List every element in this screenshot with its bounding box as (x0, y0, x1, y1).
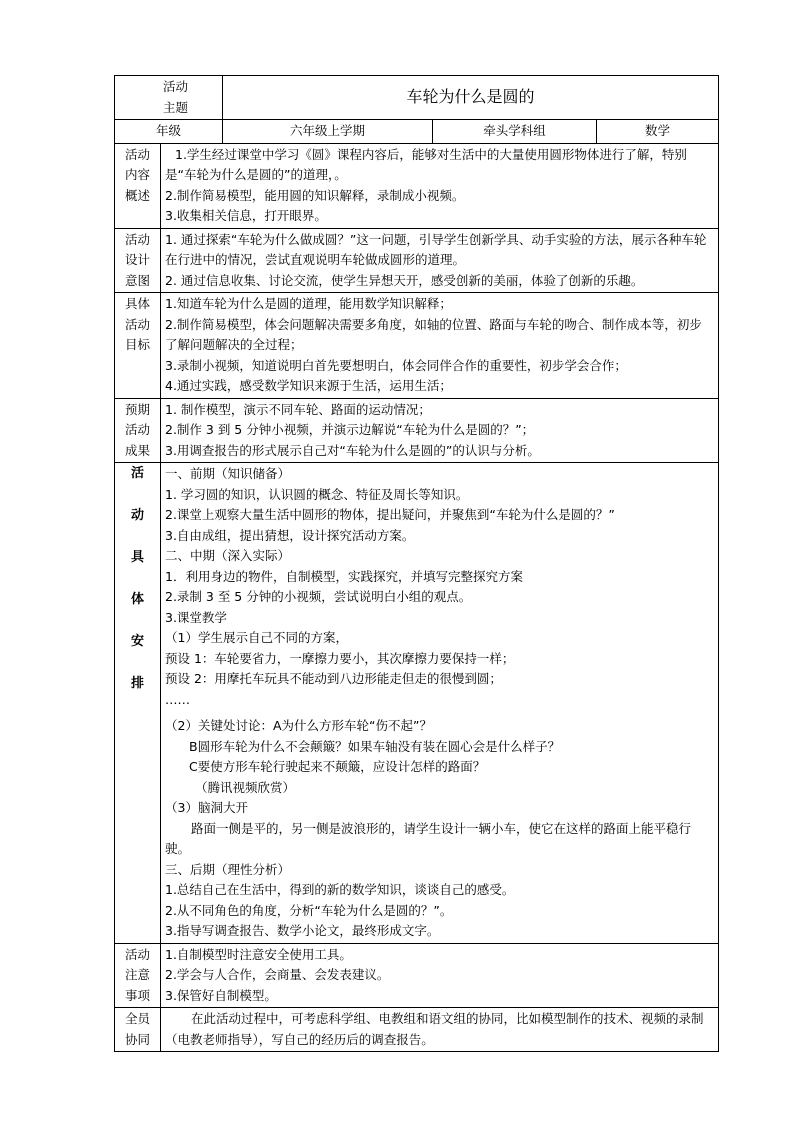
activity-plan-table (114, 75, 719, 1052)
results-line: 2.制作 3 到 5 分钟小视频，并演示边解说“车轮为什么是圆的？”； (165, 422, 535, 437)
arrangement-row (115, 463, 719, 944)
arrangement-content (161, 463, 719, 944)
arrangement-line: （腾讯视频欣赏） (195, 779, 296, 795)
collab-row (115, 1008, 719, 1052)
grade-value: 六年级上学期 (223, 120, 433, 144)
arrangement-line: C要使方形车轮行驶起来不颠簸，应设计怎样的路面？ (189, 759, 486, 774)
activity-title: 车轮为什么是圆的 (223, 76, 719, 120)
collab-label (115, 1008, 161, 1052)
results-row (115, 398, 719, 463)
title-row (115, 76, 719, 120)
topic-label-line2: 主题 (163, 99, 189, 115)
label-line: 活动 (124, 422, 150, 437)
arrangement-line: …… (165, 691, 190, 707)
arrangement-line: 3.自由成组，提出猜想，设计探究活动方案。 (165, 527, 415, 543)
label-char: 排 (130, 676, 144, 691)
arrangement-line: 3.课堂教学 (165, 609, 227, 625)
label-line: 活动 (124, 231, 150, 247)
label-line: 意图 (124, 272, 150, 288)
notes-label (115, 943, 161, 1008)
notes-line: 1.自制模型时注意安全使用工具。 (165, 946, 352, 962)
arrangement-line: 1．利用身边的物件，自制模型，实践探究，并填写完整探究方案 (165, 568, 523, 584)
arrangement-line: 2.课堂上观察大量生活中圆形的物体，提出疑问，并聚焦到“车轮为什么是圆的？” (165, 507, 615, 522)
notes-row (115, 943, 719, 1008)
notes-line: 3.保管好自制模型。 (165, 987, 277, 1003)
arrangement-line: 预设 1：车轮要省力，一摩擦力要小，其次摩擦力要保持一样； (165, 650, 515, 666)
notes-line: 2.学会与人合作，会商量、会发表建议。 (165, 967, 390, 982)
goals-line: 3.录制小视频，知道说明白首先要想明白，体会同伴合作的重要性，初步学会合作； (165, 357, 627, 373)
label-char: 动 (130, 508, 144, 523)
arrangement-line: 路面一侧是平的，另一侧是波浪形的，请学生设计一辆小车，使它在这样的路面上能平稳行驶。 (165, 820, 692, 856)
label-char: 活 (130, 466, 144, 481)
arrangement-line: 2.从不同角色的角度，分析“车轮为什么是圆的？”。 (165, 902, 453, 918)
results-content (161, 398, 719, 463)
intent-line: 2. 通过信息收集、讨论交流，使学生异想天开，感受创新的美丽，体验了创新的乐趣。 (165, 272, 644, 288)
arrangement-line: 1.总结自己在生活中，得到的新的数学知识，谈谈自己的感受。 (165, 882, 515, 897)
goals-label (115, 293, 161, 399)
topic-label-cell (115, 76, 223, 120)
label-char: 体 (130, 592, 144, 607)
grade-label: 年级 (115, 120, 223, 144)
results-line: 3.用调查报告的形式展示自己对“车轮为什么是圆的”的认识与分析。 (165, 442, 540, 458)
label-line: 预期 (124, 401, 150, 417)
notes-content (161, 943, 719, 1008)
collab-line: 在此活动过程中，可考虑科学组、电教组和语文组的协同，比如模型制作的技术、视频的录制（电教老师指导），写自己的经历后的调查报告。 (165, 1011, 704, 1047)
arrangement-line: （3）脑洞大开 (165, 800, 248, 815)
arrangement-line: 三、后期（理性分析） (165, 861, 291, 877)
overview-line: 1.学生经过课堂中学习《圆》课程内容后，能够对生活中的大量使用圆形物体进行了解，特别是“车轮为什么是圆的”的道理，。 (165, 146, 687, 182)
arrangement-line: （2）关键处讨论：A为什么方形车轮“伤不起”？ (165, 718, 432, 733)
intent-row (115, 228, 719, 293)
results-label (115, 398, 161, 463)
goals-row (115, 293, 719, 399)
collab-content (161, 1008, 719, 1052)
arrangement-line: 1. 学习圆的知识，认识圆的概念、特征及周长等知识。 (165, 486, 469, 502)
intent-label (115, 228, 161, 293)
intent-content (161, 228, 719, 293)
arrangement-line: 一、前期（知识储备） (165, 466, 291, 481)
lead-group-value: 数学 (597, 120, 719, 144)
results-line: 1. 制作模型，演示不同车轮、路面的运动情况； (165, 401, 431, 417)
overview-line: 3.收集相关信息，打开眼界。 (165, 208, 327, 223)
goals-line: 4.通过实践，感受数学知识来源于生活，运用生活； (165, 378, 452, 393)
arrangement-line: 2.录制 3 至 5 分钟的小视频，尝试说明白小组的观点。 (165, 589, 472, 604)
label-char: 具 (130, 550, 144, 565)
overview-row (115, 143, 719, 228)
goals-line: 1.知道车轮为什么是圆的道理，能用数学知识解释； (165, 296, 452, 311)
label-line: 设计 (124, 252, 150, 267)
label-char: 安 (130, 634, 144, 649)
label-line: 事项 (124, 987, 150, 1003)
label-line: 活动 (124, 316, 150, 332)
overview-label (115, 143, 161, 228)
intent-line: 1. 通过探索“车轮为什么做成圆？”这一问题，引导学生创新学具、动手实验的方法，展示各种车轮在行进中的情况，尝试直观说明车轮做成圆形的道理。 (165, 231, 707, 267)
label-line: 全员 (124, 1011, 150, 1026)
label-line: 注意 (124, 967, 150, 982)
lead-group-label: 牵头学科组 (433, 120, 597, 144)
goals-content (161, 293, 719, 399)
label-line: 协同 (124, 1031, 150, 1047)
label-line: 具体 (124, 296, 150, 311)
label-line: 内容 (124, 167, 150, 182)
arrangement-line: （1）学生展示自己不同的方案， (165, 630, 348, 645)
grade-row (115, 120, 719, 144)
label-line: 目标 (124, 337, 150, 352)
arrangement-line: B圆形车轮为什么不会颠簸？如果车轴没有装在圆心会是什么样子？ (189, 738, 561, 754)
arrangement-line: 预设 2：用摩托车玩具不能动到八边形能走但走的很慢到圆； (165, 671, 502, 686)
label-line: 活动 (124, 946, 150, 962)
topic-label-line1: 活动 (163, 79, 189, 94)
label-line: 成果 (124, 442, 150, 458)
label-line: 概述 (124, 187, 150, 203)
overview-content (161, 143, 719, 228)
overview-line: 2.制作简易模型，能用圆的知识解释，录制成小视频。 (165, 187, 465, 203)
arrangement-label (115, 463, 161, 944)
arrangement-line: 3.指导写调查报告、数学小论文，最终形成文字。 (165, 923, 440, 938)
arrangement-line: 二、中期（深入实际） (165, 548, 291, 563)
goals-line: 2.制作简易模型，体会问题解决需要多角度，如轴的位置、路面与车轮的吻合、制作成本等，初步了解问题解决的全过程； (165, 316, 702, 352)
label-line: 活动 (124, 146, 150, 162)
